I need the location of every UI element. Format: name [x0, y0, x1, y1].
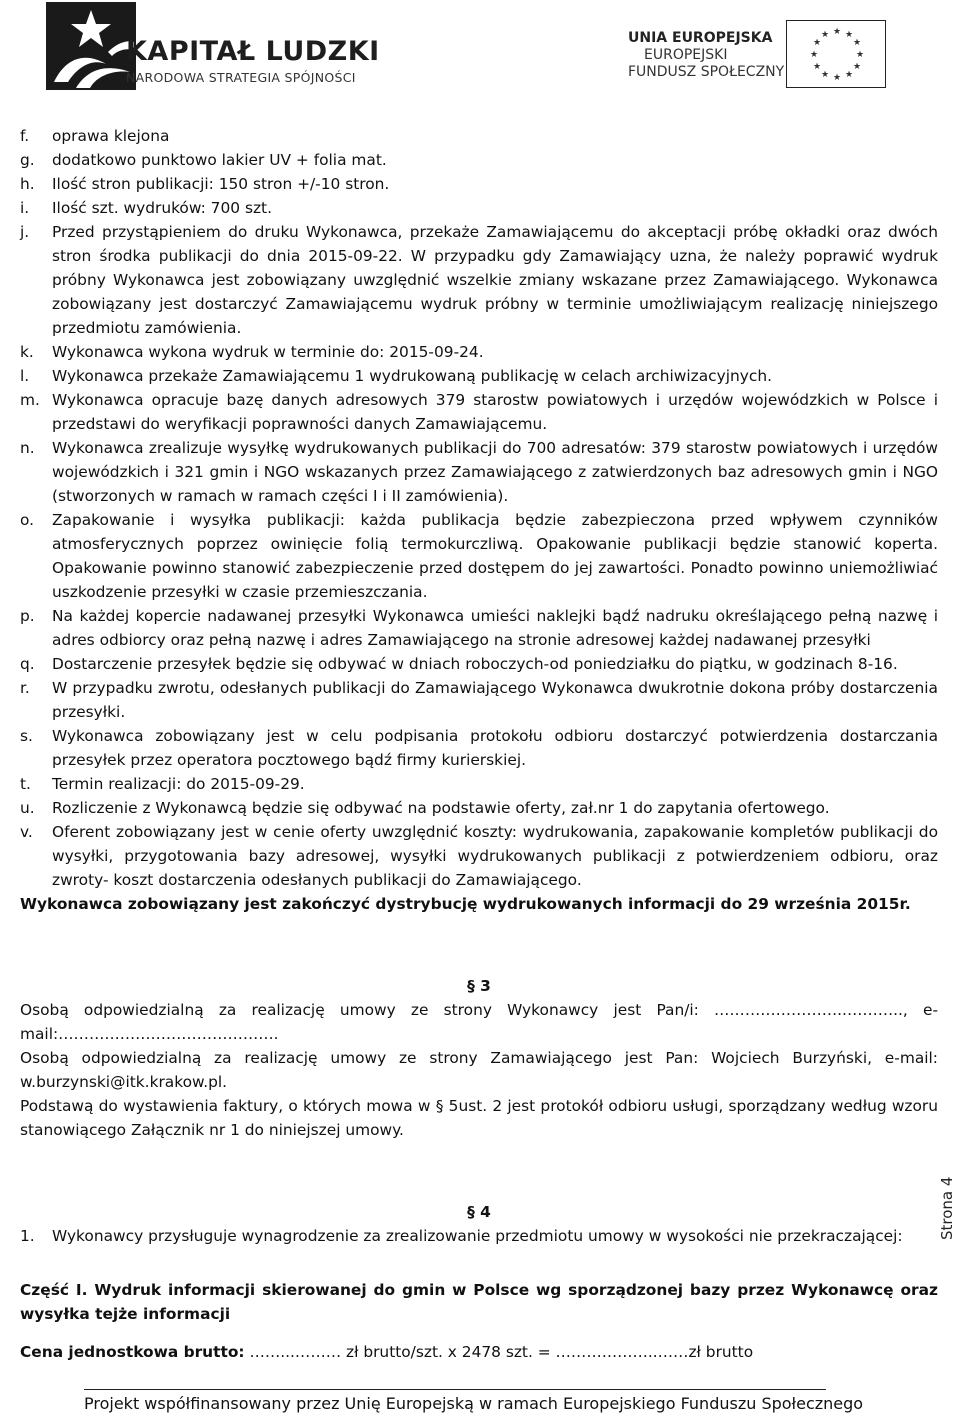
bold-statement: Wykonawca zobowiązany jest zakończyć dystrybucję wydrukowanych informacji do 29 września 2015r. — [20, 895, 911, 913]
kl-subtitle: NARODOWA STRATEGIA SPÓJNOŚCI — [126, 70, 356, 85]
list-item — [20, 508, 938, 604]
list-text: Zapakowanie i wysyłka publikacji: każda publikacja będzie zabezpieczona przed wpływem czynników atmosferycznych poprzez owinięcie folią termokurczliwą. Opakowanie publikacji będzie stanowić koperta. Opakowanie powinno stanowić zabezpieczenie przed dostępem do jej zawartości. Ponadto powinno uniemożliwiać uszkodzenie przesyłki w czasie przemieszczania. — [52, 511, 938, 601]
svg-text:★: ★ — [845, 30, 854, 40]
section-3-contractor-contact: Osobą odpowiedzialną za realizację umowy ze strony Wykonawcy jest Pan/i: ……………………..……….., e-mail:……………………………………. — [20, 1001, 938, 1043]
list-item — [20, 604, 938, 652]
svg-text:★: ★ — [845, 70, 854, 80]
list-text: Ilość stron publikacji: 150 stron +/-10 stron. — [52, 175, 390, 193]
list-text: Rozliczenie z Wykonawcą będzie się odbywać na podstawie oferty, zał.nr 1 do zapytania ofertowego. — [52, 799, 830, 817]
list-item — [20, 820, 938, 892]
page-header — [0, 0, 960, 110]
list-text: Ilość szt. wydruków: 700 szt. — [52, 199, 272, 217]
price-label: Cena jednostkowa brutto: — [20, 1343, 245, 1361]
svg-text:★: ★ — [821, 70, 830, 80]
list-item — [20, 772, 938, 796]
list-item — [20, 724, 938, 772]
list-marker: f. — [20, 127, 30, 145]
list-marker: t. — [20, 775, 31, 793]
list-marker: l. — [20, 367, 30, 385]
list-marker: r. — [20, 679, 30, 697]
list-marker: j. — [20, 223, 30, 241]
section-4-item-1 — [20, 1224, 938, 1248]
list-marker: o. — [20, 511, 35, 529]
price-value: ……...……… zł brutto/szt. x 2478 szt. = ………………..……zł brutto — [244, 1343, 754, 1361]
list-item — [20, 172, 938, 196]
requirements-list — [20, 124, 938, 892]
list-text: Wykonawca wykona wydruk w terminie do: 2015-09-24. — [52, 343, 484, 361]
svg-text:★: ★ — [833, 73, 842, 83]
ue-line1: UNIA EUROPEJSKA — [628, 30, 773, 46]
kapital-ludzki-logo-icon — [46, 2, 136, 90]
list-text: Termin realizacji: do 2015-09-29. — [52, 775, 305, 793]
list-marker: s. — [20, 727, 33, 745]
list-text: dodatkowo punktowo lakier UV + folia mat. — [52, 151, 387, 169]
svg-text:★: ★ — [856, 50, 865, 60]
page-number-side-label — [938, 1162, 960, 1242]
svg-text:★: ★ — [821, 30, 830, 40]
list-marker: h. — [20, 175, 35, 193]
ue-line3: FUNDUSZ SPOŁECZNY — [628, 64, 785, 80]
section-3-client-contact: Osobą odpowiedzialną za realizację umowy ze strony Zamawiającego jest Pan: Wojciech Burzyński, e-mail: w.burzynski@itk.krakow.pl. — [20, 1049, 938, 1091]
svg-text:★: ★ — [810, 50, 819, 60]
list-marker: p. — [20, 607, 35, 625]
list-marker: n. — [20, 439, 35, 457]
section-4-part-1: Część I. Wydruk informacji skierowanej do gmin w Polsce wg sporządzonej bazy przez Wykonawcę oraz wysyłka tejże informacji — [20, 1281, 938, 1323]
svg-text:★: ★ — [833, 27, 842, 37]
list-text: Wykonawca zrealizuje wysyłkę wydrukowanych publikacji do 700 adresatów: 379 starostw powiatowych i urzędów wojewódzkich i 321 gmin i NGO wskazanych przez Zamawiającego z zatwierdzonych baz adresowych gmin i NGO (stworzonych w ramach w ramach części I i II zamówienia). — [52, 439, 938, 505]
list-item — [20, 676, 938, 724]
list-text: Wykonawcy przysługuje wynagrodzenie za zrealizowanie przedmiotu umowy w wysokości nie przekraczającej: — [52, 1227, 903, 1245]
list-item — [20, 340, 938, 364]
list-marker: 1. — [20, 1227, 35, 1245]
list-item — [20, 220, 938, 340]
list-marker: m. — [20, 391, 40, 409]
list-marker: u. — [20, 799, 35, 817]
list-text: Wykonawca zobowiązany jest w celu podpisania protokołu odbioru dostarczyć potwierdzenia dostarczania przesyłek przez operatora pocztowego bądź firmy kurierskiej. — [52, 727, 938, 769]
svg-text:★: ★ — [853, 38, 862, 48]
ue-line2: EUROPEJSKI — [644, 47, 728, 63]
svg-text:★: ★ — [813, 62, 822, 72]
section-3-invoice-basis: Podstawą do wystawienia faktury, o których mowa w § 5ust. 2 jest protokół odbioru usługi, sporządzany według wzoru stanowiącego Załącznik nr 1 do niniejszej umowy. — [20, 1097, 938, 1139]
list-marker: g. — [20, 151, 35, 169]
list-item — [20, 148, 938, 172]
list-marker: q. — [20, 655, 35, 673]
kapital-ludzki-wordmark — [126, 38, 380, 85]
list-marker: v. — [20, 823, 33, 841]
page-number: Strona 4 — [938, 1176, 956, 1240]
list-item — [20, 796, 938, 820]
section-4-price-line — [20, 1340, 938, 1364]
list-text: Dostarczenie przesyłek będzie się odbywać w dniach roboczych-od poniedziałku do piątku, w godzinach 8-16. — [52, 655, 898, 673]
list-text: Przed przystąpieniem do druku Wykonawca, przekaże Zamawiającemu do akceptacji próbę okładki oraz dwóch stron środka publikacji do dnia 2015-09-22. W przypadku gdy Zamawiający uzna, że należy poprawić wydruk próbny Wykonawca jest zobowiązany uwzględnić wszelkie zmiany wskazane przez Zamawiającego. Wykonawca zobowiązany jest dostarczyć Zamawiającemu wydruk próbny w terminie umożliwiającym realizację niniejszego przedmiotu zamówienia. — [52, 223, 938, 337]
list-item — [20, 124, 938, 148]
svg-text:★: ★ — [853, 62, 862, 72]
footer-text: Projekt współfinansowany przez Unię Europejską w ramach Europejskiego Funduszu Społecznego — [84, 1394, 864, 1413]
footer-divider — [84, 1389, 826, 1390]
list-text: Na każdej kopercie nadawanej przesyłki Wykonawca umieści naklejki bądź nadruku określającego pełną nazwę i adres odbiorcy oraz pełną nazwę i adres Zamawiającego na stronie adresowej każdej nadawanej przesyłki — [52, 607, 938, 649]
list-item — [20, 196, 938, 220]
list-marker: i. — [20, 199, 30, 217]
list-text: Wykonawca opracuje bazę danych adresowych 379 starostw powiatowych i urzędów wojewódzkich w Polsce i przedstawi do weryfikacji poprawności danych Zamawiającemu. — [52, 391, 938, 433]
list-item — [20, 652, 938, 676]
section-4-heading: § 4 — [467, 1203, 491, 1221]
list-text: Wykonawca przekaże Zamawiającemu 1 wydrukowaną publikację w celach archiwizacyjnych. — [52, 367, 772, 385]
list-text: oprawa klejona — [52, 127, 170, 145]
ue-wordmark — [628, 30, 784, 81]
svg-text:★: ★ — [813, 38, 822, 48]
eu-flag-icon — [786, 20, 886, 88]
list-item — [20, 388, 938, 436]
list-text: Oferent zobowiązany jest w cenie oferty uwzględnić koszty: wydrukowania, zapakowanie kompletów publikacji do wysyłki, przygotowania bazy adresowej, wysyłki wydrukowanych publikacji z potwierdzeniem odbioru, oraz zwroty- koszt dostarczenia odesłanych publikacji do Zamawiającego. — [52, 823, 938, 889]
section-3-heading: § 3 — [467, 977, 491, 995]
list-item — [20, 364, 938, 388]
kl-title: KAPITAŁ LUDZKI — [126, 36, 380, 67]
document-body — [20, 124, 938, 1364]
list-item — [20, 436, 938, 508]
list-marker: k. — [20, 343, 34, 361]
list-text: W przypadku zwrotu, odesłanych publikacji do Zamawiającego Wykonawca dwukrotnie dokona próby dostarczenia przesyłki. — [52, 679, 938, 721]
